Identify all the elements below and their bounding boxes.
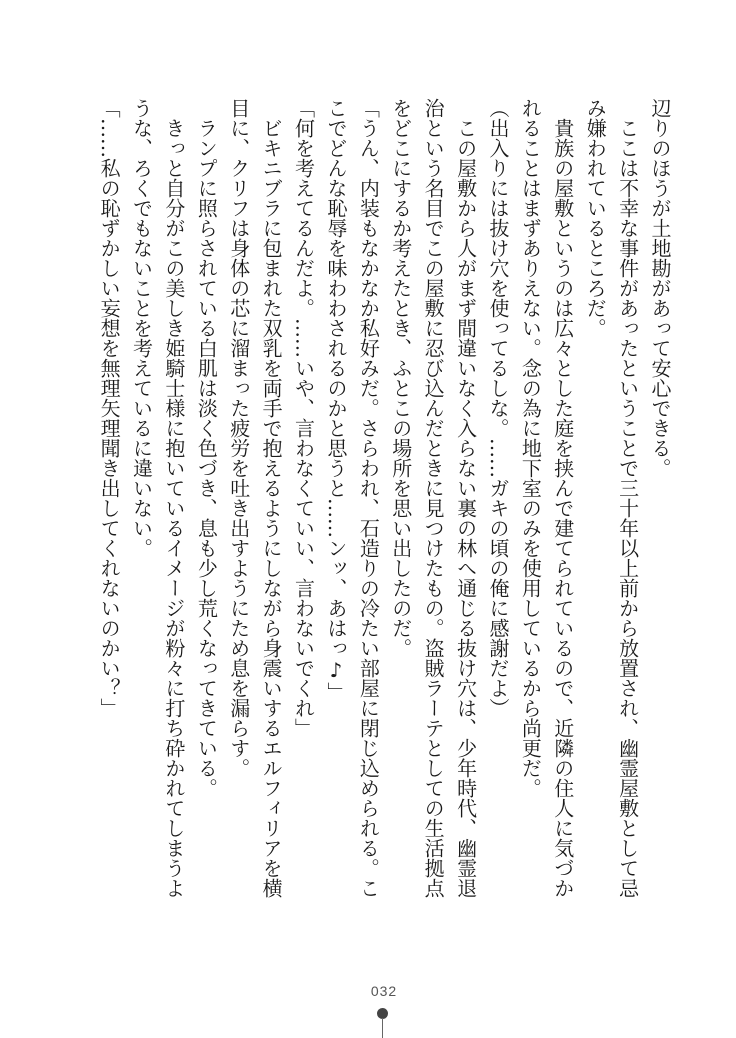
text-line: 貴族の屋敷というのは広々とした庭を挟んで建てられているので、近隣の住人に気づか: [550, 98, 575, 898]
text-line: ここは不幸な事件があったということで三十年以上前から放置され、幽霊屋敷として忌: [615, 98, 640, 898]
text-line: （出入りには抜け穴を使ってるしな。……ガキの頃の俺に感謝だよ）: [485, 98, 510, 718]
text-line: こでどんな恥辱を味わわされるのかと思うと……ンッ、あはっ♪」: [323, 98, 348, 702]
page-marker-line: [382, 1018, 383, 1038]
text-line: 治という名目でこの屋敷に忍び込んだときに見つけたもの。盗賊ラーテとしての生活拠点: [421, 98, 446, 898]
text-line: 「うん、内装もなかなか私好みだ。さらわれ、石造りの冷たい部屋に閉じ込められる。こ: [356, 98, 381, 898]
text-line: うな、ろくでもないことを考えているに違いない。: [129, 98, 154, 558]
text-line: 目に、クリフは身体の芯に溜まった疲労を吐き出すようにため息を漏らす。: [226, 98, 251, 778]
text-line: 辺りのほうが土地勘があって安心できる。: [648, 98, 672, 478]
text-line: ビキニブラに包まれた双乳を両手で抱えるようにしながら身震いするエルフィリアを横: [259, 98, 284, 898]
text-line: 「何を考えてるんだよ。……いや、言わなくていい、言わないでくれ」: [291, 98, 316, 738]
text-line: きっと自分がこの美しき姫騎士様に抱いているイメージが粉々に打ち砕かれてしまうよ: [161, 98, 186, 898]
text-line: をどこにするか考えたとき、ふとこの場所を思い出したのだ。: [388, 98, 413, 658]
text-line: れることはまずありえない。念の為に地下室のみを使用しているから尚更だ。: [518, 98, 543, 798]
text-line: この屋敷から人がまず間違いなく入らない裏の林へ通じる抜け穴は、少年時代、幽霊退: [453, 98, 478, 898]
text-line: ランプに照らされている白肌は淡く色づき、息も少し荒くなってきている。: [194, 98, 219, 798]
body-text: [93, 98, 676, 928]
page-number: 032: [370, 983, 398, 999]
text-line: 「……私の恥ずかしい妄想を無理矢理聞き出してくれないのかい？」: [97, 98, 122, 718]
text-line: み嫌われているところだ。: [583, 98, 608, 338]
